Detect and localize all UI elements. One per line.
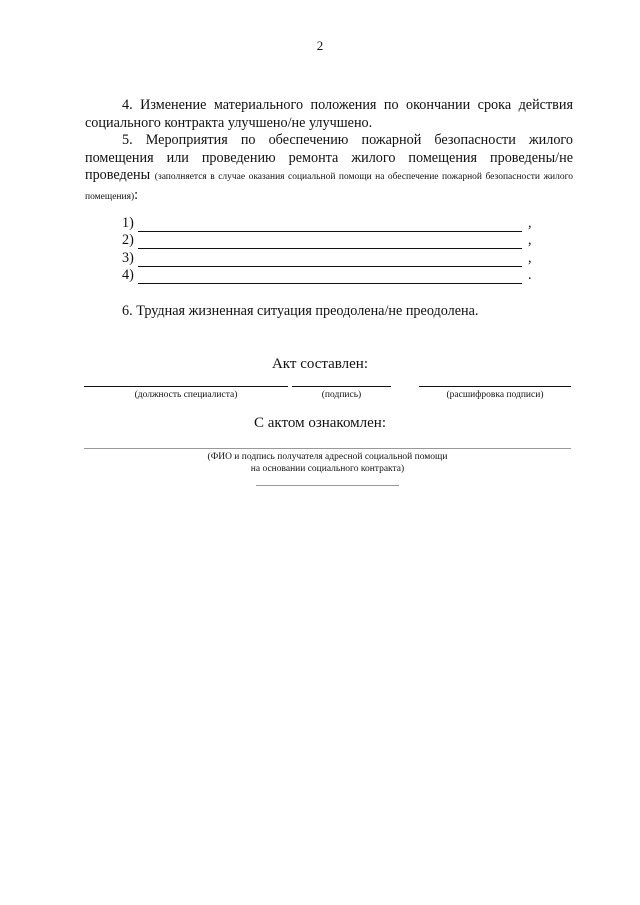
- recipient-caption-line-2: на основании социального контракта): [250, 464, 405, 474]
- list-item: [122, 267, 542, 285]
- list-item-number: 2): [122, 232, 134, 248]
- page-number: 2: [316, 38, 324, 53]
- separator-line: [256, 485, 399, 486]
- fill-in-line: [138, 235, 522, 249]
- position-caption: (должность специалиста): [134, 390, 238, 400]
- acknowledged-heading: С актом ознакомлен:: [254, 415, 386, 431]
- position-signature-line: [84, 386, 288, 387]
- list-item: [122, 232, 542, 250]
- paragraph-5-note: (заполняется в случае оказания социальной помощи на обеспечение пожарной безопасности жилого помещения): [85, 172, 574, 202]
- fill-in-line: [138, 218, 522, 232]
- list-item-punct: ,: [528, 232, 532, 248]
- list-item-number: 4): [122, 267, 134, 283]
- signature-caption: (подпись): [321, 390, 362, 400]
- paragraph-5-main: 5. Мероприятия по обеспечению пожарной безопасности жилого помещения или проведению ремонта жилого помещения проведены/не проведены: [85, 132, 573, 184]
- decoding-signature-line: [419, 386, 571, 387]
- list-item-punct: ,: [528, 249, 532, 266]
- list-item-punct: ,: [528, 214, 532, 231]
- list-item-number: 3): [122, 249, 134, 266]
- act-compiled-heading: Акт составлен:: [271, 356, 369, 372]
- list-item-number: 1): [122, 214, 134, 231]
- list-item: [122, 214, 542, 232]
- fill-in-list: [122, 214, 542, 284]
- fill-in-line: [138, 253, 522, 267]
- paragraph-5: [85, 132, 573, 206]
- paragraph-6: 6. Трудная жизненная ситуация преодолена/не преодолена.: [122, 303, 479, 319]
- fill-in-line: [138, 270, 522, 284]
- decoding-caption: (расшифровка подписи): [446, 390, 544, 400]
- paragraph-5-end: :: [134, 186, 139, 203]
- recipient-signature-line: [84, 448, 571, 449]
- paragraph-4: 4. Изменение материального положения по окончании срока действия социального контракта улучшено/не улучшено.: [85, 97, 573, 131]
- recipient-caption-line-1: (ФИО и подпись получателя адресной социальной помощи: [207, 452, 448, 462]
- signature-line: [292, 386, 391, 387]
- list-item-punct: .: [528, 267, 532, 283]
- recipient-caption: [84, 451, 571, 475]
- list-item: [122, 249, 542, 267]
